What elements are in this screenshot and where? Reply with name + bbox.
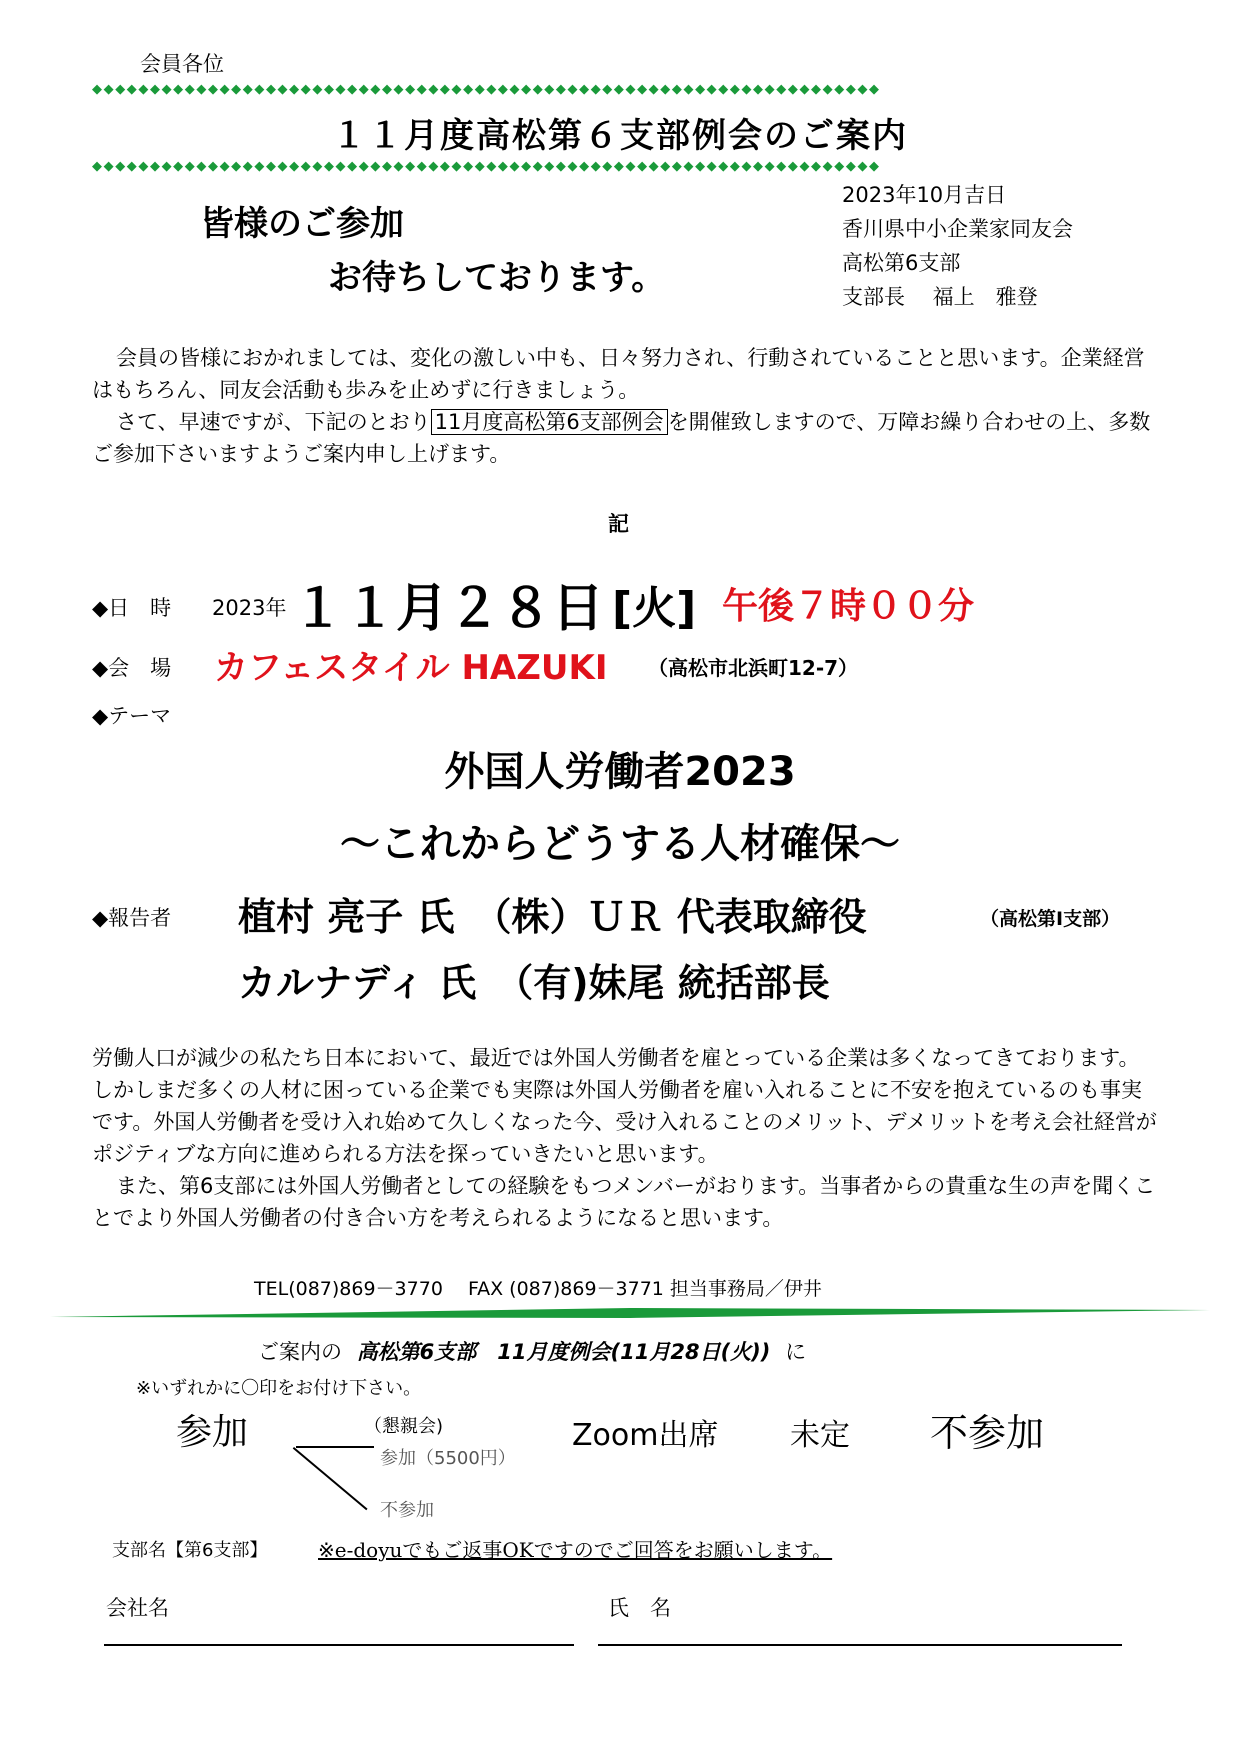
konshinkai-absent[interactable]: 不参加 (380, 1500, 434, 1521)
venue-name: カフェスタイル HAZUKI (214, 648, 608, 688)
date-time: 午後７時００分 (722, 586, 975, 627)
company-label: 会社名 (106, 1596, 169, 1620)
sender-person: 支部長 福上 雅登 (842, 285, 1038, 309)
greeting-line-1: 皆様のご参加 (200, 204, 404, 244)
date-main: １１月２８日 (292, 579, 605, 639)
theme-line-2: ～これからどうする人材確保～ (340, 821, 900, 867)
branch-line-horizontal (296, 1446, 374, 1448)
document-title: １１月度高松第６支部例会のご案内 (332, 116, 908, 156)
reply-note: ※e-doyuでもご返事OKですのでご回答をお願いします。 (318, 1538, 833, 1562)
reporter-label: ◆報告者 (92, 906, 172, 930)
konshinkai-label: （懇親会) (364, 1416, 444, 1437)
meeting-name-box: 11月度高松第6支部例会 (431, 409, 668, 435)
branch-name: 支部名【第6支部】 (112, 1540, 268, 1561)
intro-text-1: 会員の皆様におかれましては、変化の激しい中も、日々努力され、行動されていることと思います。企業経営はもちろん、同友会活動も歩みを止めずに行きましょう。 (92, 346, 1145, 402)
company-field-line[interactable] (104, 1644, 574, 1646)
option-absent[interactable]: 不参加 (930, 1411, 1045, 1455)
sender-block (842, 178, 1073, 314)
sender-org: 香川県中小企業家同友会 (842, 217, 1073, 241)
reply-event: 高松第6支部 11月度例会(11月28日(火)) (356, 1340, 771, 1364)
reply-prefix: ご案内の (258, 1340, 342, 1364)
sender-branch: 高松第6支部 (842, 251, 961, 275)
reply-instruction: ※いずれかに〇印をお付け下さい。 (136, 1378, 422, 1399)
option-attend[interactable]: 参加 (176, 1412, 249, 1453)
date-label: ◆日 時 (92, 596, 172, 620)
date-year: 2023年 (212, 596, 287, 620)
green-divider (50, 1308, 1210, 1318)
recipient: 会員各位 (140, 52, 224, 76)
option-zoom[interactable]: Zoom出席 (572, 1418, 719, 1453)
reporter-2: カルナディ 氏 （有)妹尾 統括部長 (238, 961, 830, 1005)
intro-text-2b: を開催致しますので、万障お繰り合わせの上、多数ご参加下さいますようご案内申し上げます。 (92, 410, 1151, 466)
intro-text-2a: さて、早速ですが、下記のとおり (116, 410, 431, 434)
name-field-line[interactable] (598, 1644, 1122, 1646)
greeting-line-2: お待ちしております。 (328, 258, 666, 298)
reply-header (258, 1336, 806, 1366)
intro-paragraph-1 (92, 342, 1152, 406)
date-weekday: [火] (612, 583, 697, 634)
reply-suffix: に (785, 1340, 807, 1364)
reporter-1-note: （高松第Ⅰ支部） (980, 908, 1121, 930)
branch-line-diagonal (293, 1447, 368, 1510)
diamond-border-top: ◆◆◆◆◆◆◆◆◆◆◆◆◆◆◆◆◆◆◆◆◆◆◆◆◆◆◆◆◆◆◆◆◆◆◆◆◆◆◆◆◆◆◆◆◆◆◆◆◆◆◆◆◆◆◆◆◆◆◆◆◆◆◆◆◆◆◆◆ (92, 83, 881, 97)
diamond-border-bottom: ◆◆◆◆◆◆◆◆◆◆◆◆◆◆◆◆◆◆◆◆◆◆◆◆◆◆◆◆◆◆◆◆◆◆◆◆◆◆◆◆◆◆◆◆◆◆◆◆◆◆◆◆◆◆◆◆◆◆◆◆◆◆◆◆◆◆◆◆ (92, 160, 881, 174)
description-paragraph-2: また、第6支部には外国人労働者としての経験をもつメンバーがおります。当事者からの貴重な生の声を聞くことでより外国人労働者の付き合い方を考えられるようになると思います。 (92, 1174, 1156, 1230)
contact-line: TEL(087)869－3770 FAX (087)869－3771 担当事務局／伊井 (254, 1278, 822, 1300)
option-undecided[interactable]: 未定 (790, 1418, 850, 1453)
venue-address: （高松市北浜町12-7） (648, 656, 859, 680)
konshinkai-attend[interactable]: 参加（5500円） (380, 1448, 516, 1469)
description-paragraph-1: 労働人口が減少の私たち日本において、最近では外国人労働者を雇とっている企業は多くなってきております。しかしまだ多くの人材に困っている企業でも実際は外国人労働者を雇い入れることに不安を抱えているのも事実です。外国人労働者を受け入れ始めて久しくなった今、受け入れることのメリット、デメリットを考え会社経営がポジティブな方向に進められる方法を探っていきたいと思います。 (92, 1046, 1157, 1166)
venue-label: ◆会 場 (92, 656, 172, 680)
theme-label: ◆テーマ (92, 704, 172, 728)
reporter-1: 植村 亮子 氏 （株）ＵＲ 代表取締役 (238, 895, 867, 939)
name-label: 氏 名 (608, 1596, 671, 1620)
ki-heading: 記 (608, 512, 629, 536)
theme-line-1: 外国人労働者2023 (444, 749, 796, 795)
issue-date: 2023年10月吉日 (842, 183, 1007, 207)
intro-paragraph-2 (92, 406, 1152, 470)
